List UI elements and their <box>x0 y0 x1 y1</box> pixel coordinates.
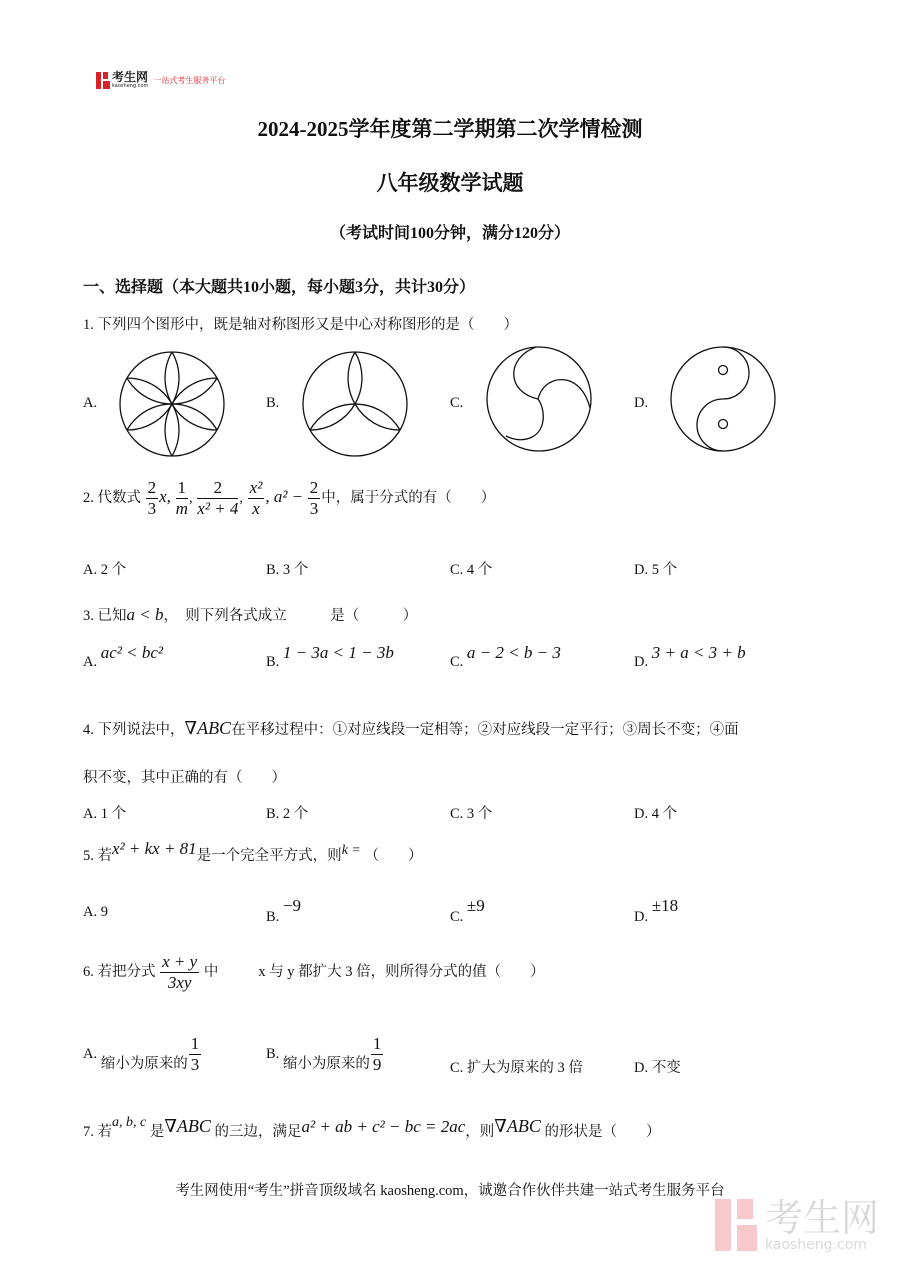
q6-option-b: B. 缩小为原来的 $\frac{1}{9}$ <box>266 1034 382 1074</box>
question-7: 7. 若a, b, c 是∇ABC 的三边，满足a² + ab + c² − bc = 2ac，则∇ABC 的形状是（ ） <box>83 1115 661 1140</box>
question-1: 1. 下列四个图形中，既是轴对称图形又是中心对称图形的是（ ） <box>83 317 518 333</box>
watermark-logo: 考生网 kaosheng.com <box>715 1198 879 1252</box>
fraction: $\frac{2}{3}$ <box>147 478 157 518</box>
exam-note: （考试时间100分钟，满分120分） <box>329 225 570 242</box>
question-2: 2. 代数式 $\frac{2}{3}$ x, $\frac{1}{m}$ , $\frac{2}{\text{x² + 4}}$ , $\frac{\text{x²}}{x}$ , a² − $\frac{2}{3}$ 中，属于分式的有（ ） <box>83 478 496 518</box>
q3-option-a: A. ac² < bc² <box>83 643 163 670</box>
watermark-logo-icon <box>715 1199 757 1251</box>
q3-option-c: C. a − 2 < b − 3 <box>450 643 561 670</box>
q3-option-d: D. 3 + a < 3 + b <box>634 643 746 670</box>
math-text: , a² − <box>265 486 304 506</box>
q2-option-a: A. 2 个 <box>83 562 127 578</box>
question-3: 3. 已知a < b， 则下列各式成立 是（ ） <box>83 605 418 624</box>
q6-option-c: C. 扩大为原来的 3 倍 <box>450 1060 583 1076</box>
q4-option-a: A. 1 个 <box>83 806 127 822</box>
q5-option-b: B. −9 <box>266 896 302 925</box>
question-6: 6. 若把分式 $\frac{x + y}{3xy}$ 中 x 与 y 都扩大 3 倍，则所得分式的值（ ） <box>83 952 545 992</box>
q5-option-d: D. ±18 <box>634 896 679 925</box>
fraction: $\frac{\text{x²}}{x}$ <box>249 478 263 518</box>
q2-option-d: D. 5 个 <box>634 562 678 578</box>
q6-option-d: D. 不变 <box>634 1060 681 1076</box>
logo-name: 考生网 <box>112 70 149 84</box>
question-4: 4. 下列说法中，∇ABC在平移过程中：①对应线段一定相等；②对应线段一定平行；③周长不变；④面 <box>83 718 739 738</box>
q4-option-b: B. 2 个 <box>266 806 309 822</box>
math-text: x, <box>159 486 171 506</box>
q4-option-d: D. 4 个 <box>634 806 678 822</box>
logo-domain: kaosheng.com <box>112 83 149 89</box>
question-5: 5. 若x² + kx + 81是一个完全平方式，则k = （ ） <box>83 839 423 864</box>
q2-option-c: C. 4 个 <box>450 562 493 578</box>
q1-option-c: C. <box>450 395 464 411</box>
question-4-line2: 积不变，其中正确的有（ ） <box>83 770 286 786</box>
figure-a-six-petal-rosette <box>117 349 227 459</box>
logo-slogan: 一站式考生服务平台 <box>153 76 226 85</box>
q1-option-b: B. <box>266 395 280 411</box>
math-text: a < b <box>126 605 164 624</box>
exam-subtitle: 八年级数学试题 <box>376 171 524 195</box>
fraction: $\frac{1}{m}$ <box>175 478 188 518</box>
fraction: $\frac{2}{\text{x² + 4}}$ <box>197 478 239 518</box>
logo-icon <box>96 72 110 89</box>
figure-b-three-petal <box>300 349 410 459</box>
q2-option-b: B. 3 个 <box>266 562 309 578</box>
q5-option-c: C. ±9 <box>450 896 485 925</box>
q2-tail: 中，属于分式的有（ ） <box>321 489 496 506</box>
q4-option-c: C. 3 个 <box>450 806 493 822</box>
fraction: $\frac{2}{3}$ <box>309 478 319 518</box>
q1-option-a: A. <box>83 395 98 411</box>
q2-label: 2. 代数式 <box>83 489 141 506</box>
footer-text: 考生网使用“考生”拼音顶级域名 kaosheng.com，诚邀合作伙伴共建一站式考生服务平台 <box>175 1183 725 1199</box>
q6-option-a: A. 缩小为原来的 $\frac{1}{3}$ <box>83 1034 200 1074</box>
exam-title: 2024-2025学年度第二学期第二次学情检测 <box>257 117 643 141</box>
q5-option-a: A. 9 <box>83 904 108 920</box>
q1-option-d: D. <box>634 395 649 411</box>
header-logo <box>96 72 225 89</box>
figure-c-swirl <box>484 344 594 454</box>
fraction: $\frac{x + y}{3xy}$ <box>162 952 198 992</box>
q3-option-b: B. 1 − 3a < 1 − 3b <box>266 643 394 670</box>
figure-d-yin-yang <box>668 344 778 454</box>
section-heading: 一、选择题（本大题共10小题，每小题3分，共计30分） <box>83 279 476 296</box>
